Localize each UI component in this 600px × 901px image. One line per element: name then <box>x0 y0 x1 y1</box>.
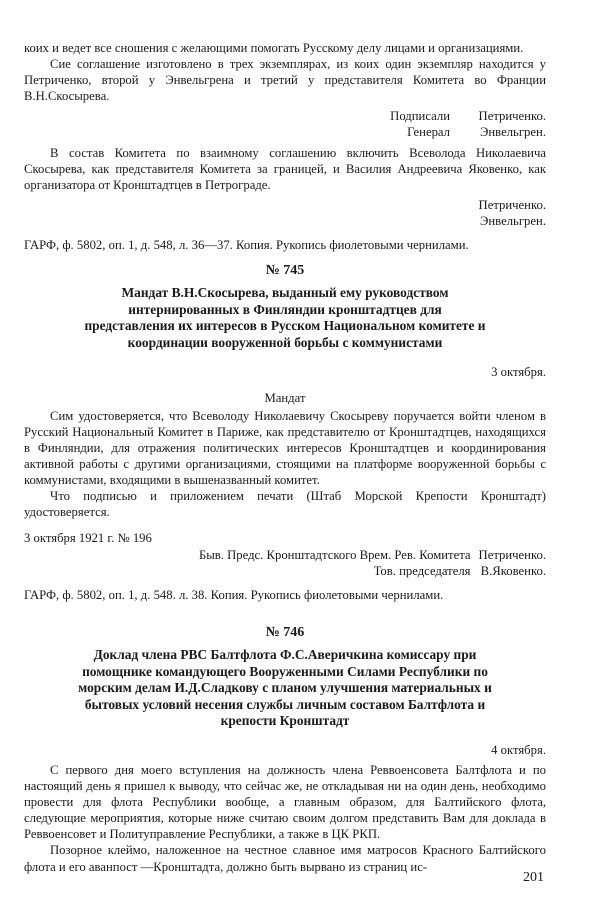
signature-role: Тов. председателя <box>373 563 471 578</box>
signatures-block-2 <box>24 197 546 229</box>
report-body: С первого дня моего вступления на должность члена Реввоенсовета Балтфлота и по настоящий день я пришел к выводу, что сейчас же, не откладывая ни на один день, необходимо провести для флота Республики вообще, а главным образом, для Балтийского флота, следующие мероприятия, которые ниже считаю своим долгом представить Вам для доклада в Реввоенсовет и Политуправление Республики, а также в ЦК РКП. <box>24 762 546 842</box>
signature-name: Энвельгрен. <box>480 213 546 228</box>
mandate-signatures <box>24 547 546 579</box>
document-date: 4 октября. <box>491 742 546 757</box>
mandate-heading: Мандат <box>264 390 306 405</box>
signature-role: Быв. Предс. Кронштадтского Врем. Рев. Комитета <box>198 547 471 562</box>
intro-paragraph: коих и ведет все сношения с желающими помогать Русскому делу лицами и организациями. <box>24 41 524 55</box>
document-title: Доклад члена РВС Балтфлота Ф.С.Аверичкина комиссару при помощнике командующего Вооруженными Силами Республики по морским делам И.Д.Сладкову с планом улучшения материальных и бытовых условий несения службы личным составом Балтфлота и крепости Кронштадт <box>78 646 492 729</box>
committee-paragraph: В состав Комитета по взаимному соглашению включить Всеволода Николаевича Скосырева, как представителя Комитета за границей, и Василия Андреевича Яковенко, как организатора от Кронштадтцев в Петрограде. <box>24 145 546 192</box>
signature-name: Энвельгрен. <box>480 125 546 140</box>
document-date: 3 октября. <box>491 364 546 379</box>
document-title: Мандат В.Н.Скосырева, выданный ему руководством интернированных в Финляндии кронштадтцев для представления их интересов в Русском Национальном комитете и координации вооруженной борьбы с коммунистами <box>84 285 486 350</box>
mandate-body: Сим удостоверяется, что Всеволоду Николаевичу Скосыреву поручается войти членом в Русский Национальный Комитет в Париже, как представителю от Кронштадтцев, находящихся в Финляндии, для отражения политических интересов Кронштадтцев и координирования активной работы с другими организациями, стоящими на платформе вооруженной борьбы с коммунистами, входящими в вышеназванный комитет. <box>24 408 546 488</box>
signature-role: Генерал <box>407 125 450 140</box>
agreement-paragraph: Сие соглашение изготовлено в трех экземплярах, из коих один экземпляр находится у Петриченко, второй у Энвельгрена и третий у представителя Комитета во Франции В.Н.Скосырева. <box>24 57 546 104</box>
report-body: Позорное клеймо, наложенное на честное славное имя матросов Красного Балтийского флота и его аванпост —Кронштадта, должно быть вырвано из страниц ис- <box>24 843 546 874</box>
document-page <box>24 40 546 875</box>
signatures-block-1 <box>24 108 546 140</box>
signature-name: Петриченко. <box>478 197 546 212</box>
signature-name: В.Яковенко. <box>480 563 546 578</box>
mandate-date-number: 3 октября 1921 г. № 196 <box>24 531 152 546</box>
mandate-certification: Что подписью и приложением печати (Штаб Морской Крепости Кронштадт) удостоверяется. <box>24 489 546 520</box>
signature-name: Петриченко. <box>478 109 546 124</box>
archive-reference: ГАРФ, ф. 5802, оп. 1, д. 548. л. 38. Копия. Рукопись фиолетовыми чернилами. <box>24 587 444 602</box>
document-number: № 745 <box>265 263 305 279</box>
signature-name: Петриченко. <box>478 547 546 562</box>
signature-role: Подписали <box>390 109 450 124</box>
document-number: № 746 <box>265 624 305 640</box>
archive-reference: ГАРФ, ф. 5802, оп. 1, д. 548, л. 36—37. Копия. Рукопись фиолетовыми чернилами. <box>24 238 469 253</box>
page-number: 201 <box>523 870 544 885</box>
